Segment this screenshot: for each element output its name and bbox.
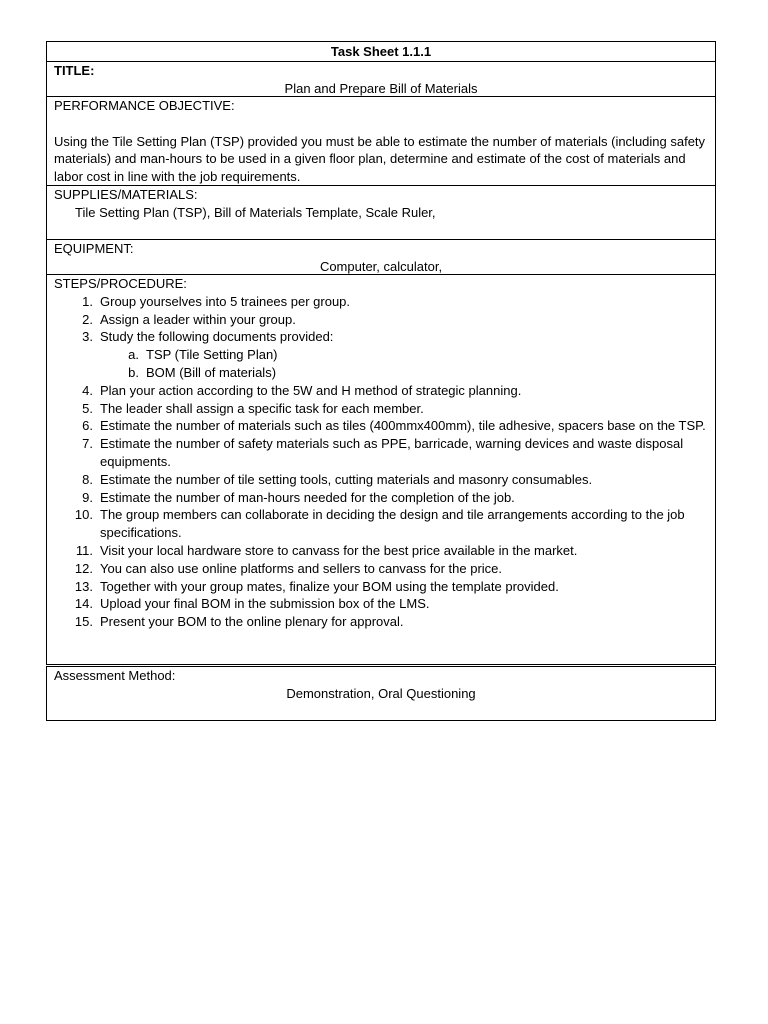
- substep-item: [54, 364, 708, 382]
- step-text: Estimate the number of materials such as tiles (400mmx400mm), tile adhesive, spacers base on the TSP.: [100, 418, 706, 434]
- step-item: [54, 417, 708, 435]
- steps-list: [54, 293, 708, 631]
- step-number: 6.: [82, 418, 93, 434]
- title-section: [47, 61, 715, 96]
- step-item: [54, 595, 708, 613]
- step-number: 10.: [74, 507, 93, 523]
- step-item: [54, 613, 708, 631]
- step-number: 5.: [82, 400, 93, 416]
- step-number: 8.: [82, 471, 93, 487]
- step-text: The group members can collaborate in deciding the design and tile arrangements according to the job specifications.: [100, 507, 685, 541]
- step-number: 15.: [74, 614, 93, 630]
- steps-section: [47, 274, 715, 664]
- step-number: 1.: [82, 293, 93, 309]
- step-number: 2.: [82, 311, 93, 327]
- step-number: 7.: [82, 436, 93, 452]
- title-label: TITLE:: [54, 63, 95, 78]
- step-number: 3.: [82, 329, 93, 345]
- step-text: Plan your action according to the 5W and H method of strategic planning.: [100, 382, 522, 398]
- step-number: 12.: [74, 560, 93, 576]
- step-text: Estimate the number of man-hours needed for the completion of the job.: [100, 489, 515, 505]
- assessment-table: [46, 666, 716, 721]
- step-item: [54, 542, 708, 560]
- step-item: [54, 489, 708, 507]
- assessment-label: Assessment Method:: [54, 668, 176, 683]
- step-text: Visit your local hardware store to canvass for the best price available in the market.: [100, 542, 578, 558]
- task-sheet-table: [46, 41, 716, 665]
- step-item: [54, 311, 708, 329]
- step-number: 4.: [82, 382, 93, 398]
- step-text: Present your BOM to the online plenary for approval.: [100, 614, 404, 630]
- step-text: Assign a leader within your group.: [100, 311, 296, 327]
- step-number: 9.: [82, 489, 93, 505]
- assessment-value: Demonstration, Oral Questioning: [286, 685, 476, 701]
- step-item: [54, 400, 708, 418]
- step-item: [54, 293, 708, 311]
- task-sheet: [46, 41, 716, 665]
- supplies-label: SUPPLIES/MATERIALS:: [54, 187, 198, 202]
- step-text: Estimate the number of safety materials such as PPE, barricade, warning devices and waste disposal equipments.: [100, 436, 684, 469]
- title-value: Plan and Prepare Bill of Materials: [284, 80, 478, 96]
- step-text: The leader shall assign a specific task for each member.: [100, 400, 424, 416]
- equipment-value: Computer, calculator,: [319, 258, 443, 274]
- step-item: [54, 506, 708, 542]
- step-item: [54, 435, 708, 471]
- step-number: 11.: [75, 542, 93, 558]
- substep-letter: a.: [128, 347, 139, 363]
- objective-section: [47, 96, 715, 185]
- step-item: [54, 578, 708, 596]
- step-text: Group yourselves into 5 trainees per group.: [100, 293, 351, 309]
- step-text: You can also use online platforms and sellers to canvass for the price.: [100, 560, 503, 576]
- objective-text: Using the Tile Setting Plan (TSP) provided you must be able to estimate the number of materials (including safety materials) and man-hours to be used in a given floor plan, determine and estimate of the cost of materials and labor cost in line with the job requirements.: [54, 133, 706, 185]
- substep-letter: b.: [128, 364, 139, 380]
- objective-label: PERFORMANCE OBJECTIVE:: [54, 98, 235, 113]
- steps-label: STEPS/PROCEDURE:: [54, 276, 187, 291]
- step-number: 14.: [74, 596, 93, 612]
- step-text: Study the following documents provided:: [100, 329, 334, 345]
- equipment-label: EQUIPMENT:: [54, 241, 134, 256]
- substep-item: [54, 346, 708, 364]
- step-item: [54, 382, 708, 400]
- equipment-section: [47, 239, 715, 274]
- supplies-section: [47, 185, 715, 239]
- step-item: [54, 560, 708, 578]
- supplies-value: Tile Setting Plan (TSP), Bill of Materials Template, Scale Ruler,: [75, 204, 436, 220]
- step-item: [54, 471, 708, 489]
- step-text: Together with your group mates, finalize your BOM using the template provided.: [100, 578, 559, 594]
- task-sheet-header: Task Sheet 1.1.1: [330, 44, 432, 59]
- step-number: 13.: [74, 578, 93, 594]
- substep-text: TSP (Tile Setting Plan): [146, 347, 278, 363]
- step-text: Estimate the number of tile setting tools, cutting materials and masonry consumables.: [100, 471, 593, 487]
- substep-text: BOM (Bill of materials): [146, 364, 277, 380]
- step-item: [54, 328, 708, 346]
- step-text: Upload your final BOM in the submission box of the LMS.: [100, 596, 430, 612]
